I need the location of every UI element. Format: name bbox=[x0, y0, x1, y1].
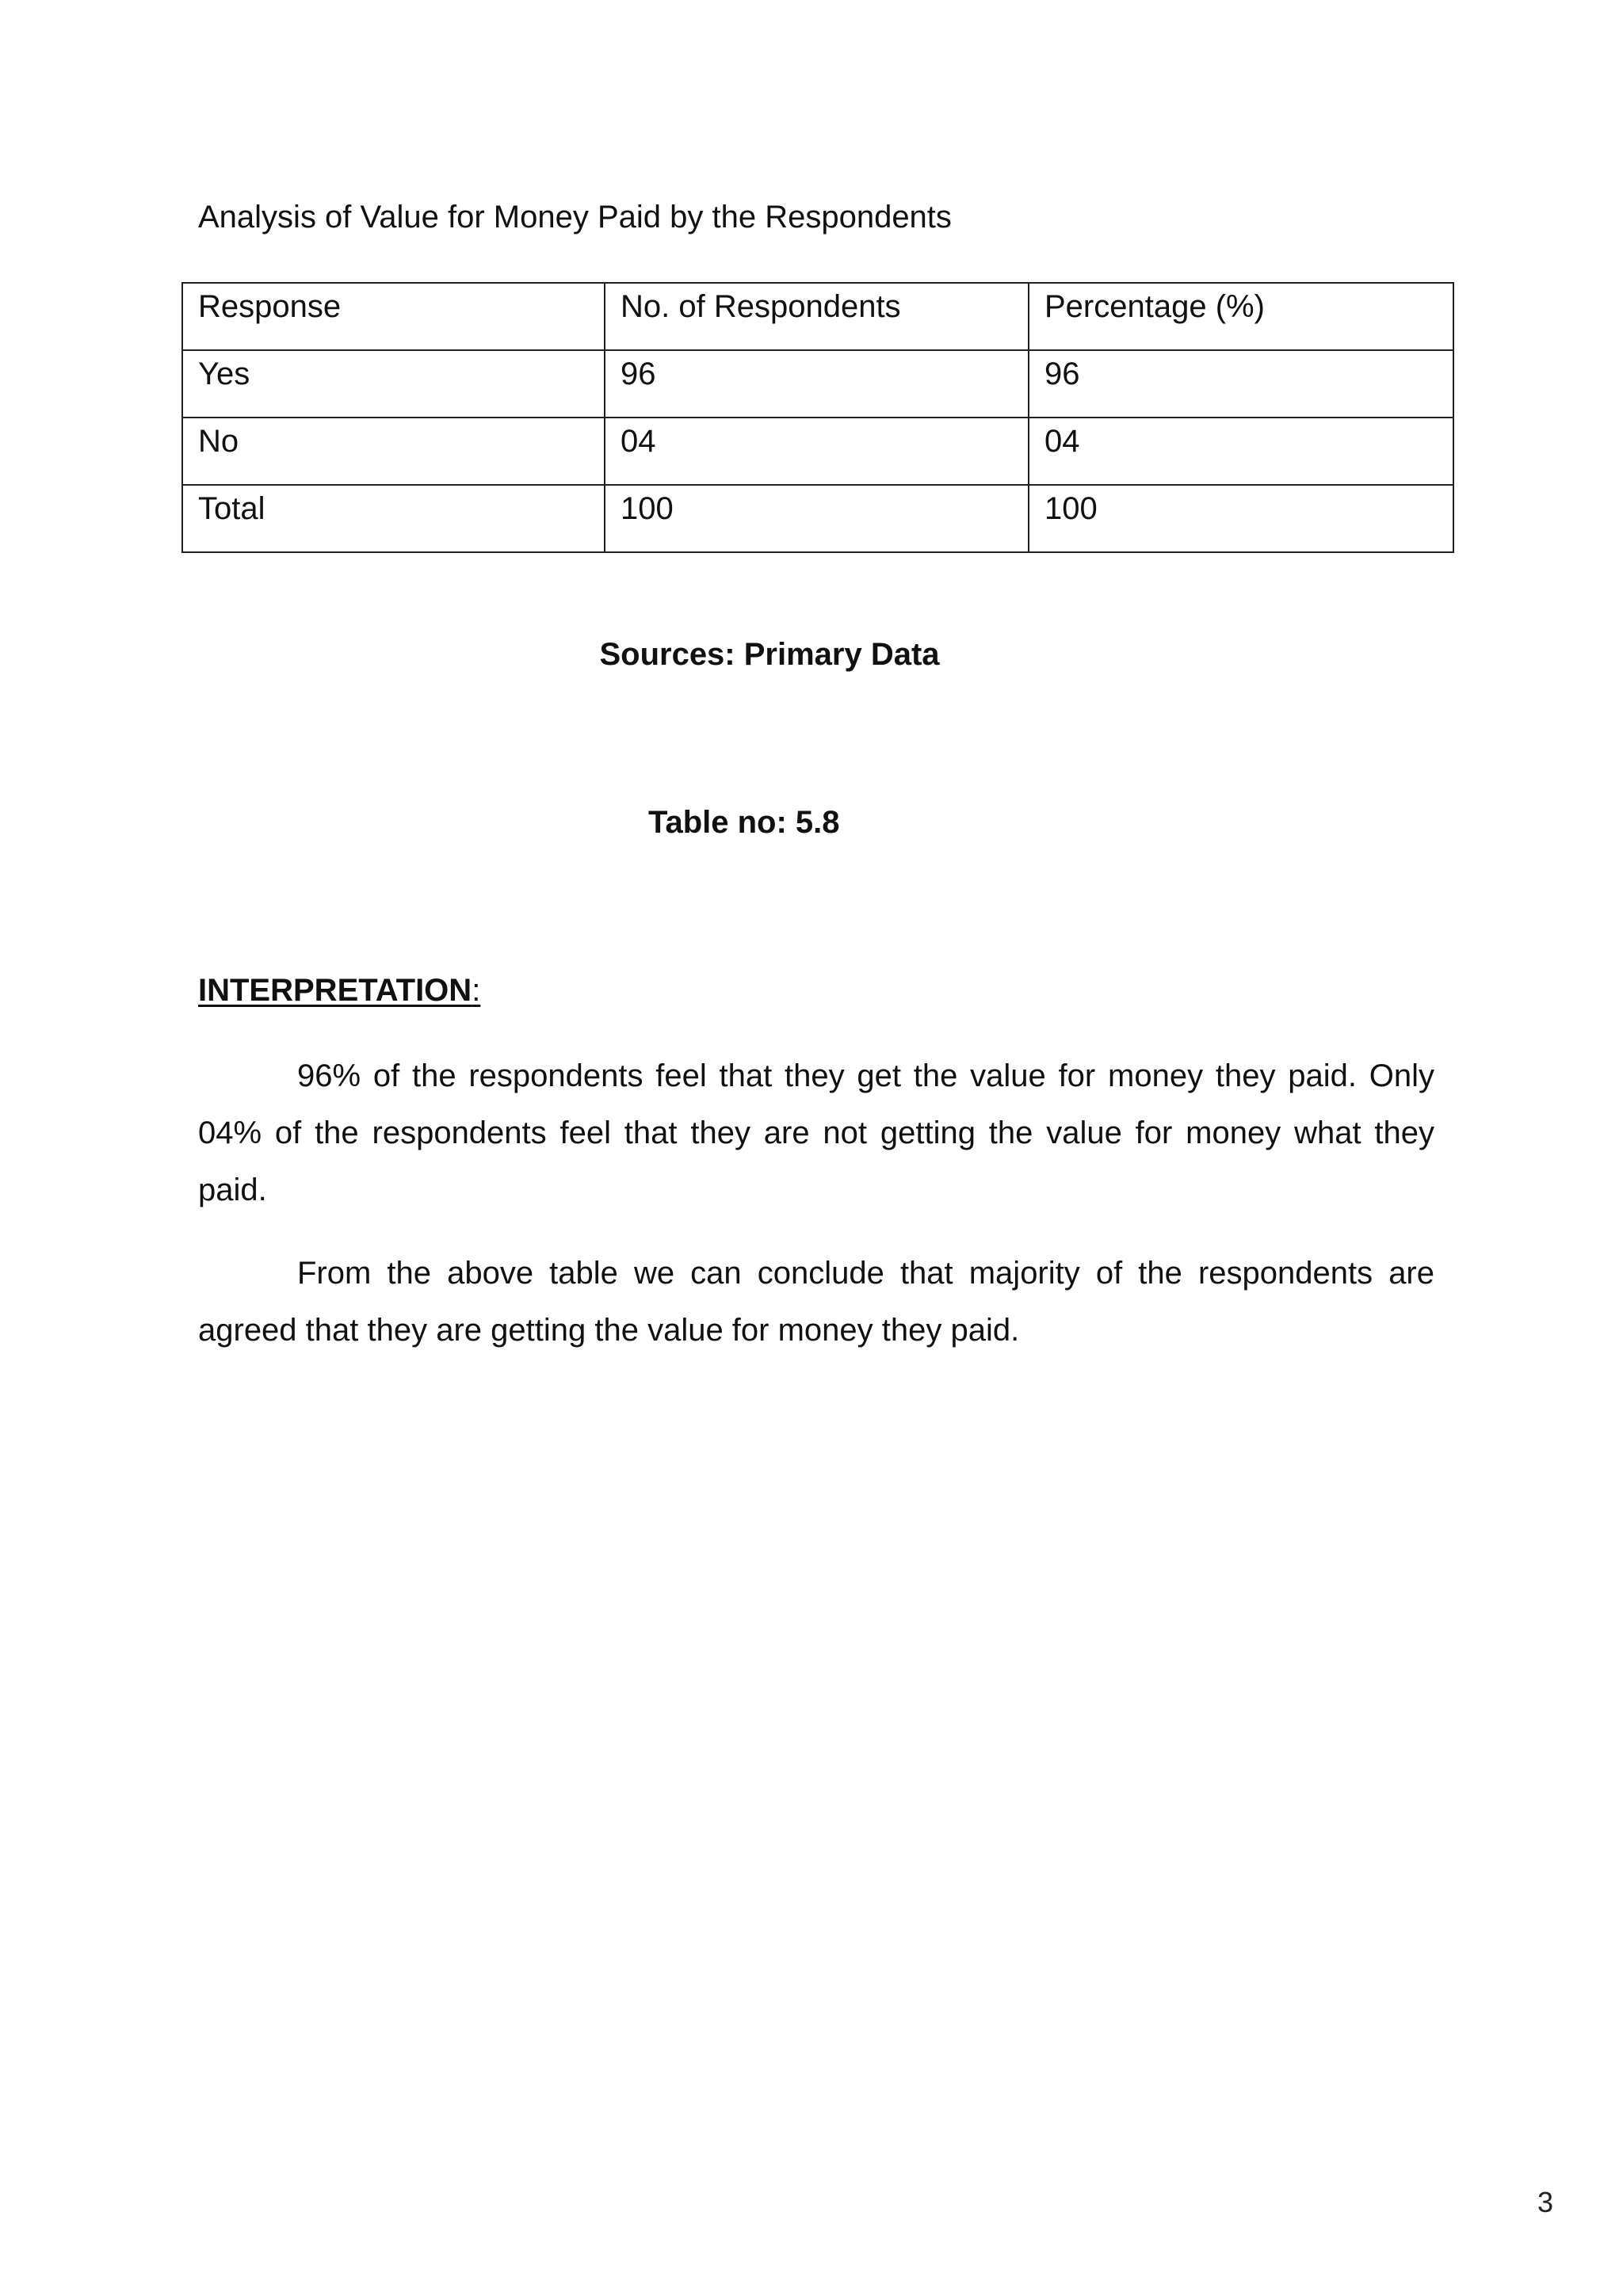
table-caption: Analysis of Value for Money Paid by the Respondents bbox=[198, 200, 952, 235]
table-cell: 100 bbox=[1029, 485, 1453, 552]
table-cell: Yes bbox=[182, 350, 605, 418]
table-row bbox=[182, 485, 1453, 552]
table-number: Table no: 5.8 bbox=[648, 805, 840, 840]
responses-table bbox=[181, 282, 1454, 553]
table-cell: 96 bbox=[1029, 350, 1453, 418]
table-row bbox=[182, 418, 1453, 485]
interpretation-heading-colon: : bbox=[472, 973, 481, 1008]
table-cell: Total bbox=[182, 485, 605, 552]
table-cell: No bbox=[182, 418, 605, 485]
interpretation-heading bbox=[198, 968, 480, 1013]
page-number: 3 bbox=[1537, 2186, 1553, 2218]
table-row bbox=[182, 350, 1453, 418]
table-cell: 96 bbox=[605, 350, 1029, 418]
source-note: Sources: Primary Data bbox=[599, 637, 940, 672]
interpretation-heading-text: INTERPRETATION bbox=[198, 973, 472, 1008]
table-header-row bbox=[182, 283, 1453, 350]
header-cell-percentage: Percentage (%) bbox=[1029, 283, 1453, 350]
table-cell: 100 bbox=[605, 485, 1029, 552]
header-cell-response: Response bbox=[182, 283, 605, 350]
interpretation-paragraph: 96% of the respondents feel that they get the value for money they paid. Only 04% of the respondents feel that they are not getting the value for money what they paid. bbox=[198, 1058, 1434, 1207]
interpretation-paragraph: From the above table we can conclude that majority of the respondents are agreed that they are getting the value for money they paid. bbox=[198, 1256, 1434, 1348]
header-cell-respondents: No. of Respondents bbox=[605, 283, 1029, 350]
table-cell: 04 bbox=[1029, 418, 1453, 485]
table-cell: 04 bbox=[605, 418, 1029, 485]
